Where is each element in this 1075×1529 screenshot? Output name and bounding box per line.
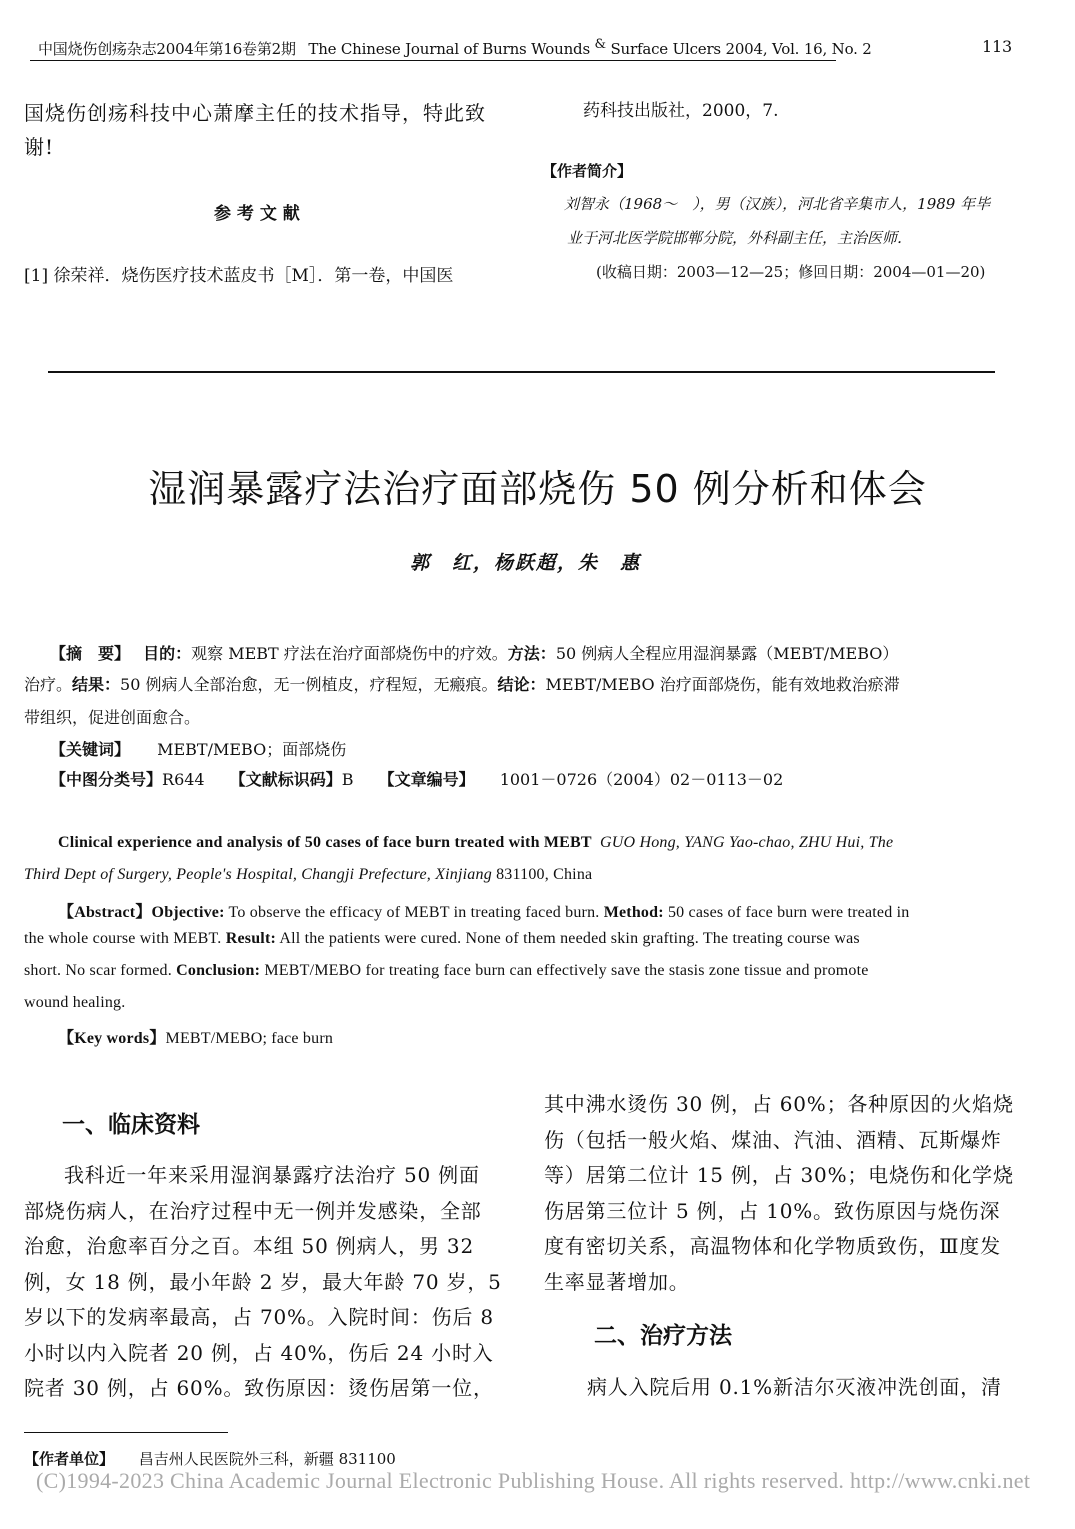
footnote-label: 【作者单位】 — [24, 1450, 115, 1468]
clc-value: R644 — [162, 770, 205, 789]
english-affiliation-text: Third Dept of Surgery, People's Hospital, Changji Prefecture, Xinjiang — [24, 866, 492, 883]
body-line: 度有密切关系，高温物体和化学物质致伤，Ⅲ度发 — [544, 1234, 1001, 1258]
article-title: 湿润暴露疗法治疗面部烧伤 50 例分析和体会 — [148, 467, 927, 511]
abstract-cn-line1 — [50, 641, 898, 664]
article-authors: 郭 红，杨跃超，朱 惠 — [409, 552, 641, 574]
english-keywords — [58, 1025, 333, 1048]
section1-right-column — [544, 1087, 1034, 1300]
body-line: 治愈，治愈率百分之百。本组 50 例病人，男 32 — [24, 1234, 474, 1258]
body-line: 我科近一年来采用湿润暴露疗法治疗 50 例面 — [64, 1163, 480, 1187]
body-line: 等）居第二位计 15 例，占 30%；电烧伤和化学烧 — [544, 1163, 1014, 1187]
ampersand: & — [594, 37, 606, 52]
aim-label: 目的： — [143, 644, 192, 663]
section2-heading: 二、治疗方法 — [594, 1323, 732, 1349]
english-method-label: Method: — [603, 904, 664, 921]
english-authors: GUO Hong, YANG Yao-chao, ZHU Hui, The — [599, 834, 894, 851]
objective-label: Objective: — [151, 904, 225, 921]
journal-volume: Surface Ulcers 2004, Vol. 16, No. 2 — [610, 40, 872, 58]
english-keywords-value: MEBT/MEBO; face burn — [165, 1030, 334, 1047]
english-keywords-label: 【Key words】 — [58, 1030, 166, 1047]
keywords-value: MEBT/MEBO；面部烧伤 — [157, 740, 347, 759]
english-abstract-line2 — [24, 930, 860, 948]
english-result-cont: short. No scar formed. — [24, 962, 172, 979]
english-abstract-line1 — [58, 899, 909, 922]
result-text: 50 例病人全部治愈，无一例植皮，疗程短，无瘢痕。 — [120, 675, 498, 694]
author-bio-line1: 刘智永（1968～ ），男（汉族），河北省辛集市人，1989 年毕 — [564, 195, 991, 213]
body-line: 其中沸水烫伤 30 例，占 60%；各种原因的火焰烧 — [544, 1092, 1014, 1116]
doc-code-label: 【文献标识码】 — [229, 770, 342, 789]
section2-line1: 病人入院后用 0.1%新洁尔灭液冲洗创面，清 — [587, 1375, 1002, 1399]
journal-name-cn: 中国烧伤创疡杂志2004年第16卷第2期 — [38, 40, 296, 58]
keywords-label: 【关键词】 — [50, 740, 131, 759]
abstract-cn-line2 — [24, 672, 900, 695]
section1-left-column — [24, 1158, 504, 1407]
article-number-label: 【文章编号】 — [378, 770, 475, 789]
english-conclusion-text: MEBT/MEBO for treating face burn can effectively save the stasis zone tissue and promote — [264, 962, 869, 979]
body-line: 岁以下的发病率最高，占 70%。入院时间：伤后 8 — [24, 1305, 494, 1329]
english-method-cont: the whole course with MEBT. — [24, 930, 222, 947]
keywords-cn — [50, 737, 346, 760]
result-label: 结果： — [72, 675, 121, 694]
english-method-text: 50 cases of face burn were treated in — [667, 904, 910, 921]
conclusion-label: 结论： — [497, 675, 546, 694]
received-dates: (收稿日期：2003—12—25；修回日期：2004—01—20) — [596, 263, 986, 281]
abstract-label: 【摘 要】 — [50, 644, 131, 663]
body-line: 伤（包括一般火焰、煤油、汽油、酒精、瓦斯爆炸 — [544, 1127, 1002, 1152]
article-number-value: 1001－0726（2004）02－0113－02 — [499, 770, 784, 789]
body-line: 伤居第三位计 5 例，占 10%。致伤原因与烧伤深 — [544, 1198, 1001, 1223]
header-rule — [30, 60, 836, 61]
english-abstract-label: 【Abstract】 — [58, 904, 152, 921]
body-line: 院者 30 例，占 60%。致伤原因：烫伤居第一位， — [24, 1376, 494, 1400]
doc-code-value: B — [341, 770, 354, 789]
page-number: 113 — [982, 37, 1012, 56]
conclusion-text: MEBT/MEBO 治疗面部烧伤，能有效地救治瘀滞 — [545, 675, 900, 694]
reference-1-cont: 药科技出版社，2000，7. — [583, 101, 779, 121]
footnote-rule — [24, 1432, 228, 1433]
method-text-cont: 治疗。 — [24, 675, 73, 694]
method-text: 50 例病人全程应用湿润暴露（MEBT/MEBO） — [555, 644, 899, 663]
body-line: 小时以内入院者 20 例，占 40%，伤后 24 小时入 — [24, 1340, 494, 1365]
method-label: 方法： — [507, 644, 556, 663]
english-abstract-line3 — [24, 962, 869, 980]
prev-text-line2: 谢! — [24, 135, 55, 159]
classification-line — [50, 767, 783, 790]
english-affiliation-postal: 831100, China — [496, 866, 593, 883]
english-affiliation — [24, 866, 592, 884]
english-conclusion-label: Conclusion: — [176, 962, 261, 979]
reference-1: [1] 徐荣祥．烧伤医疗技术蓝皮书［M］．第一卷，中国医 — [24, 266, 454, 286]
english-abstract-line4: wound healing. — [24, 994, 126, 1011]
body-line: 例，女 18 例，最小年龄 2 岁，最大年龄 70 岁，5 — [24, 1269, 502, 1294]
prev-text-line1: 国烧伤创疡科技中心萧摩主任的技术指导，特此致 — [24, 101, 486, 125]
abstract-cn-line3: 带组织，促进创面愈合。 — [24, 708, 201, 727]
running-header — [38, 38, 872, 59]
author-bio-line2: 业于河北医学院邯郸分院，外科副主任，主治医师． — [567, 229, 913, 247]
author-bio-heading: 【作者简介】 — [542, 162, 633, 180]
english-title: Clinical experience and analysis of 50 cases of face burn treated with MEBT — [58, 834, 592, 851]
journal-name-en: The Chinese Journal of Burns Wounds — [308, 40, 590, 58]
footnote-value: 昌吉州人民医院外三科，新疆 831100 — [138, 1450, 396, 1468]
body-line: 生率显著增加。 — [544, 1269, 690, 1294]
objective-text: To observe the efficacy of MEBT in treating faced burn. — [228, 904, 600, 921]
footnote-affiliation — [24, 1448, 396, 1469]
article-separator — [48, 371, 995, 373]
section1-heading: 一、临床资料 — [62, 1112, 200, 1138]
body-line: 部烧伤病人，在治疗过程中无一例并发感染，全部 — [24, 1198, 482, 1223]
clc-label: 【中图分类号】 — [50, 770, 163, 789]
english-result-label: Result: — [225, 930, 277, 947]
aim-text: 观察 MEBT 疗法在治疗面部烧伤中的疗效。 — [191, 644, 508, 663]
english-title-line — [58, 834, 893, 852]
english-result-text: All the patients were cured. None of them needed skin grafting. The treating course was — [279, 930, 860, 947]
copyright-watermark: (C)1994-2023 China Academic Journal Electronic Publishing House. All rights reserved. http://www.cnki.net — [36, 1468, 1031, 1493]
references-heading: 参 考 文 献 — [214, 204, 300, 224]
